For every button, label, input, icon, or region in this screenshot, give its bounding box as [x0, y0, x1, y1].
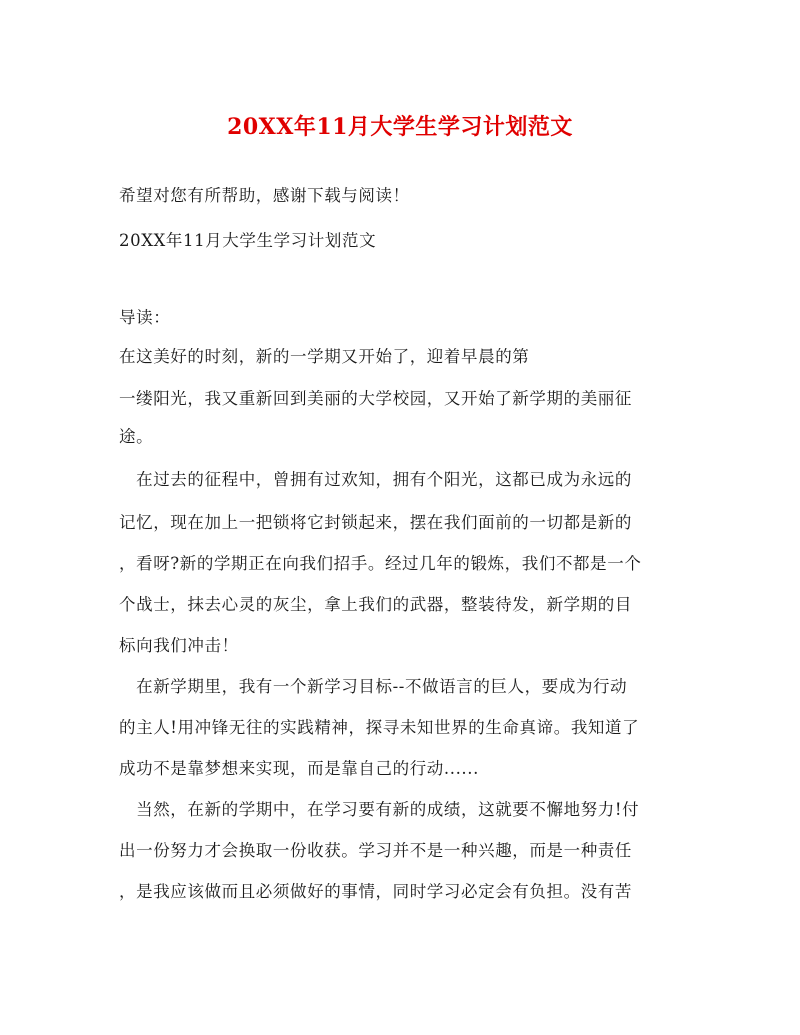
body-line: 在新学期里，我有一个新学习目标--不做语言的巨人，要成为行动 [119, 677, 628, 696]
body-line: 的主人!用冲锋无往的实践精神，探寻未知世界的生命真谛。我知道了 [119, 718, 640, 737]
body-line: ，看呀?新的学期正在向我们招手。经过几年的锻炼，我们不都是一个 [119, 554, 642, 573]
body-line: 途。 [119, 427, 154, 446]
body-line: 在过去的征程中，曾拥有过欢知，拥有个阳光，这都已成为永远的 [119, 470, 632, 489]
body-line: 出一份努力才会换取一份收获。学习并不是一种兴趣，而是一种责任 [119, 841, 632, 860]
body-line: 在这美好的时刻，新的一学期又开始了，迎着早晨的第 [119, 347, 530, 366]
body-line: 记忆，现在加上一把锁将它封锁起来，摆在我们面前的一切都是新的 [119, 513, 632, 532]
body-line: 标向我们冲击！ [119, 636, 239, 655]
subtitle-line: 20XX年11月大学生学习计划范文 [119, 231, 377, 250]
guide-heading: 导读： [119, 308, 171, 327]
body-line: ，是我应该做而且必须做好的事情，同时学习必定会有负担。没有苦 [119, 882, 632, 901]
intro-thanks-line: 希望对您有所帮助，感谢下载与阅读！ [119, 186, 410, 205]
body-line: 成功不是靠梦想来实现，而是靠自己的行动...... [119, 759, 479, 778]
body-line: 一缕阳光，我又重新回到美丽的大学校园，又开始了新学期的美丽征 [119, 389, 632, 408]
body-line: 当然，在新的学期中，在学习要有新的成绩，这就要不懈地努力!付 [119, 800, 640, 819]
body-line: 个战士，抹去心灵的灰尘，拿上我们的武器，整装待发，新学期的目 [119, 595, 632, 614]
document-title: 20XX年11月大学生学习计划范文 [227, 114, 573, 140]
